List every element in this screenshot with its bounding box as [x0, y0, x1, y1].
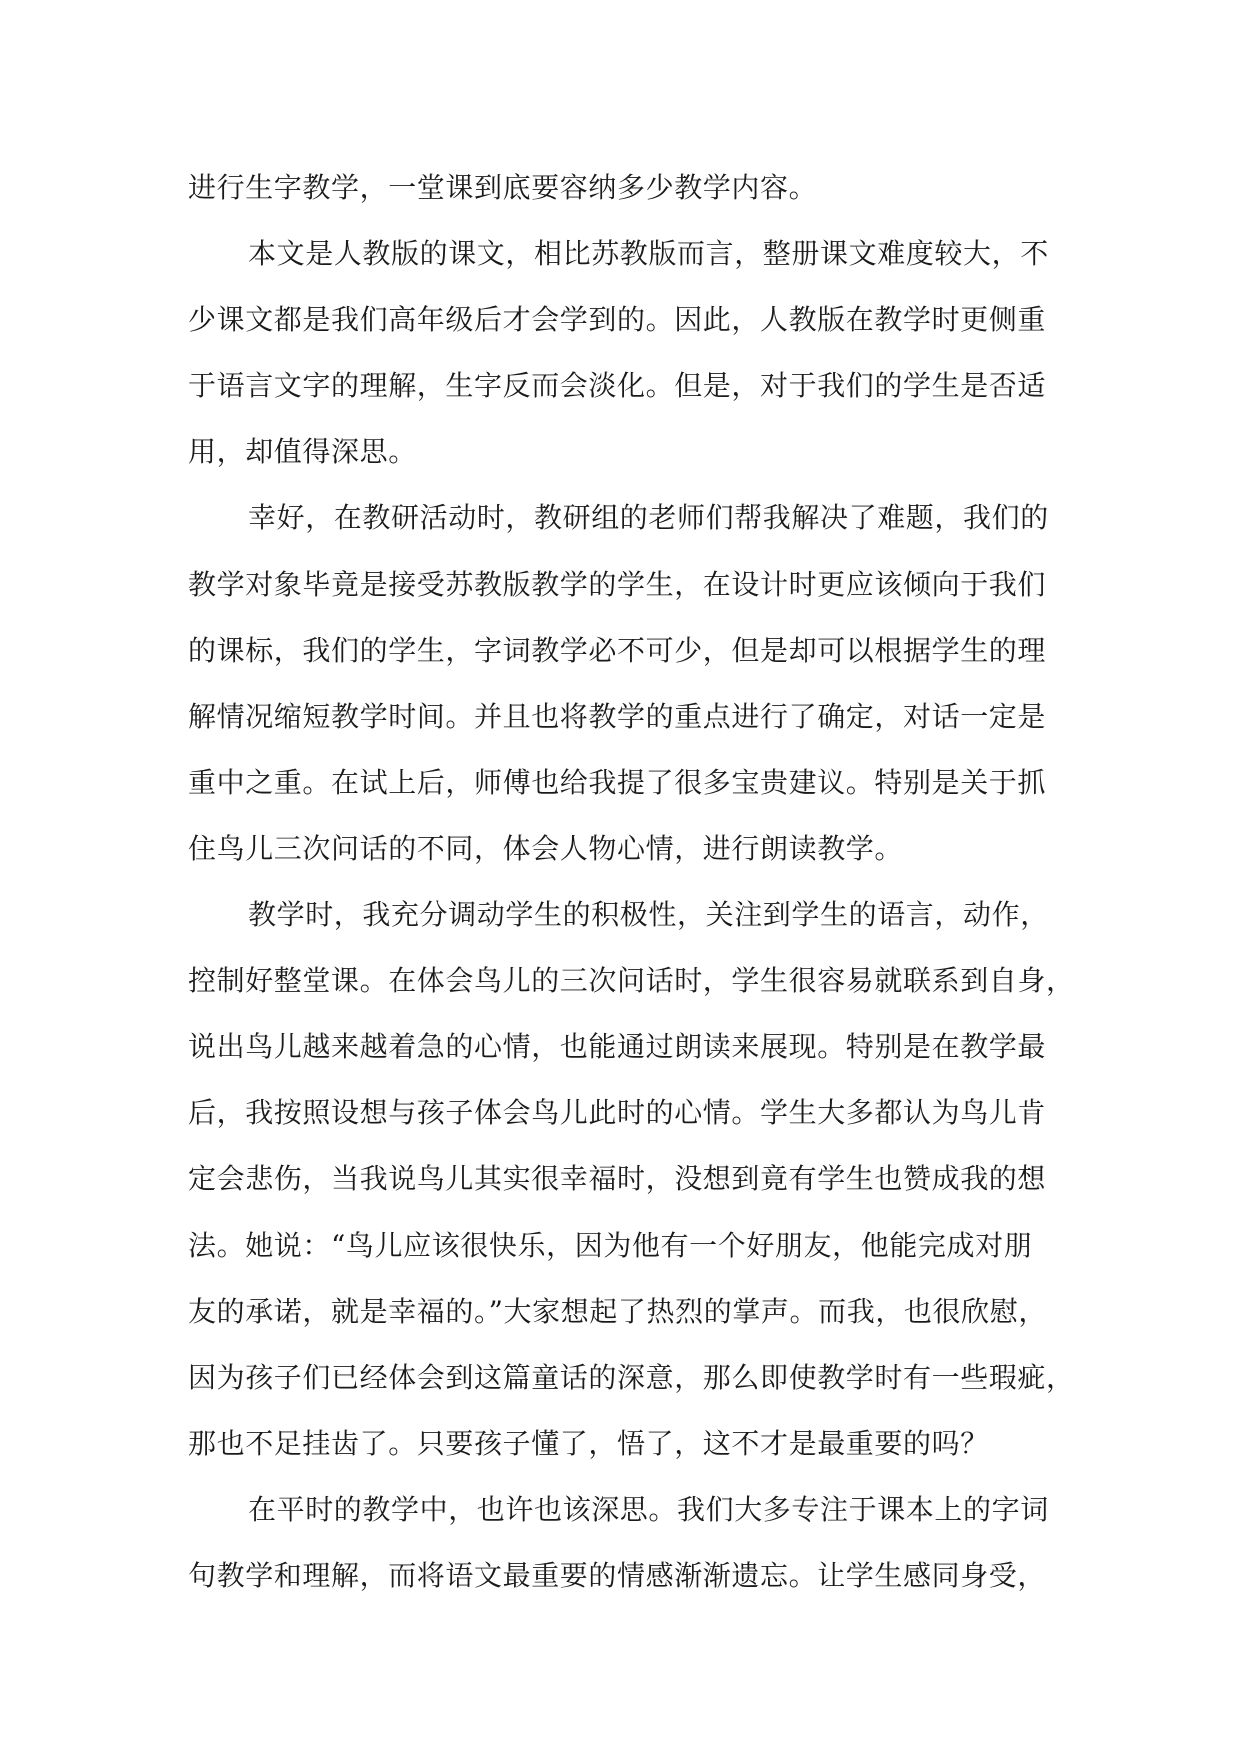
text-line: 友的承诺，就是幸福的。”大家想起了热烈的掌声。而我，也很欣慰， [188, 1294, 1047, 1328]
text-line: 进行生字教学，一堂课到底要容纳多少教学内容。 [188, 171, 818, 204]
text-line: 的课标，我们的学生，字词教学必不可少，但是却可以根据学生的理 [188, 633, 1047, 667]
text-line: 用，却值得深思。 [188, 435, 417, 469]
text-line: 本文是人教版的课文，相比苏教版而言，整册课文难度较大，不 [248, 237, 1049, 271]
text-line: 住鸟儿三次问话的不同，体会人物心情，进行朗读教学。 [188, 831, 904, 865]
text-line: 后，我按照设想与孩子体会鸟儿此时的心情。学生大多都认为鸟儿肯 [188, 1096, 1047, 1130]
body-text [188, 155, 1075, 1609]
text-line: 教学对象毕竟是接受苏教版教学的学生，在设计时更应该倾向于我们 [188, 567, 1047, 601]
text-line: 教学时，我充分调动学生的积极性，关注到学生的语言，动作， [248, 898, 1049, 932]
text-line: 于语言文字的理解，生字反而会淡化。但是，对于我们的学生是否适 [188, 369, 1047, 403]
text-line: 少课文都是我们高年级后才会学到的。因此，人教版在教学时更侧重 [188, 303, 1047, 337]
text-line: 重中之重。在试上后，师傅也给我提了很多宝贵建议。特别是关于抓 [188, 765, 1047, 799]
text-line: 解情况缩短教学时间。并且也将教学的重点进行了确定，对话一定是 [188, 699, 1047, 733]
text-line: 句教学和理解，而将语文最重要的情感渐渐遗忘。让学生感同身受， [188, 1558, 1047, 1592]
text-line: 在平时的教学中，也许也该深思。我们大多专注于课本上的字词 [248, 1492, 1049, 1526]
text-line: 幸好，在教研活动时，教研组的老师们帮我解决了难题，我们的 [248, 501, 1049, 535]
text-line: 说出鸟儿越来越着急的心情，也能通过朗读来展现。特别是在教学最 [188, 1030, 1047, 1064]
text-line: 定会悲伤，当我说鸟儿其实很幸福时，没想到竟有学生也赞成我的想 [188, 1162, 1047, 1196]
text-line: 控制好整堂课。在体会鸟儿的三次问话时，学生很容易就联系到自身， [188, 964, 1075, 998]
text-line: 那也不足挂齿了。只要孩子懂了，悟了，这不才是最重要的吗？ [188, 1426, 989, 1460]
text-line: 法。她说：“鸟儿应该很快乐，因为他有一个好朋友，他能完成对朋 [188, 1228, 1033, 1262]
text-line: 因为孩子们已经体会到这篇童话的深意，那么即使教学时有一些瑕疵， [188, 1360, 1075, 1394]
